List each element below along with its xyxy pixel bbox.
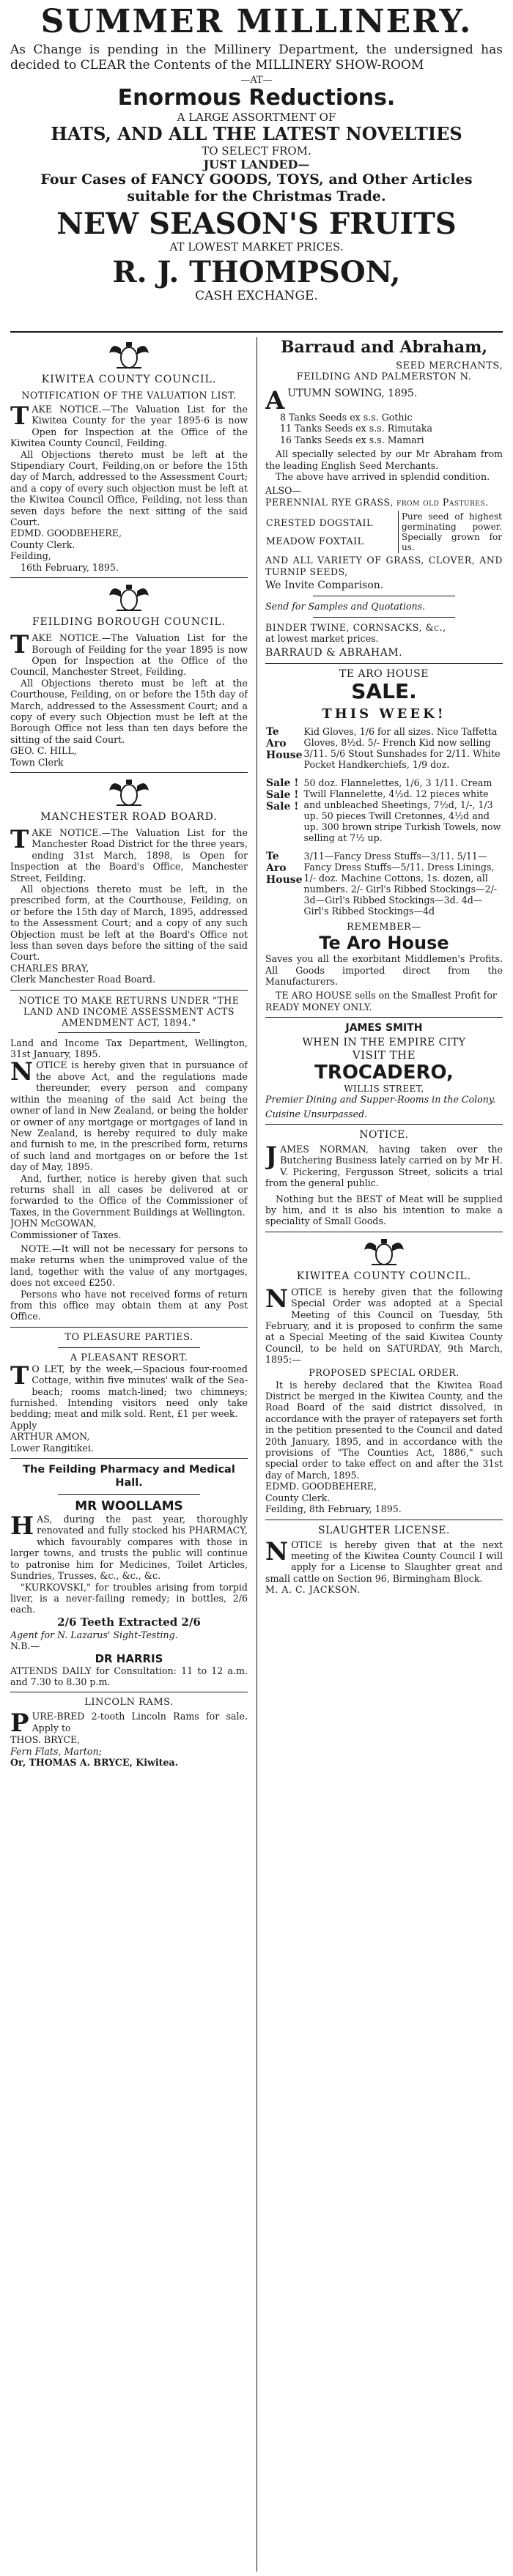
manchester-road-p2: All objections thereto must be left, in the prescribed form, at the Courthouse, Feilding, on or before the 15th day of March, 1895, addressed to the Assessment Court; and a copy of any such Objection must be left at the Board's Office not less than seven days before the sitting of the said Court. — [10, 884, 248, 963]
pharmacy-ad: The Feilding Pharmacy and Medical Hall. MR WOOLLAMS HAS, during the past year, thoroughly renovated and fully stocked his PHARMACY, which favourably compares with those in larger towns, and trusts the public will continue to patronise him for Medicines, Toilet Articles, Sundries, Trusses, &c., &c., &c. "KURKOVSKI," for troubles arising from torpid liver, is a never-failing remedy; in bottles, 2/6 each. 2/6 Teeth Extracted 2/6 Agent for N. Lazarus' Sight-Testing. N.B.— DR HARRIS ATTENDS DAILY for Consultation: 11 to 12 a.m. and 7.30 to 8.30 p.m. — [10, 1464, 248, 1687]
manchester-road-p1: AKE NOTICE.—The Valuation List for the Manchester Road District for the three years, ending 31st March, 1898, is Open for Inspection at the Board's Office, Manchester Street, Feilding. — [10, 826, 248, 884]
divider — [58, 1347, 200, 1348]
kiwitea-order-date: Feilding, 8th February, 1895. — [265, 1503, 402, 1515]
millinery-reductions: Enormous Reductions. — [117, 85, 396, 111]
barraud-name: Barraud and Abraham, — [280, 338, 488, 357]
divider — [10, 577, 248, 578]
slaughter-signer: M. A. C. JACKSON. — [265, 1584, 361, 1596]
land-tax-note1: NOTE.—It will not be necessary for persons to make returns when the unimproved value of the land, together with the value of any mortgages, does not exceed £250. — [10, 1243, 248, 1289]
divider — [265, 1017, 503, 1018]
millinery-ad — [10, 4, 503, 303]
divider — [10, 1327, 248, 1328]
smith-desc: Premier Dining and Supper-Rooms in the Colony. — [265, 1094, 496, 1106]
land-tax-p2: And, further, notice is hereby given that such returns shall in all cases be delivered at or forwarded to the Office of the Commissioner of Taxes, in the Government Buildings at Wellington. — [10, 1172, 248, 1218]
te-aro-ad — [265, 668, 503, 1013]
te-aro-side-3: Te Aro House — [266, 851, 303, 887]
barraud-sowing: UTUMN SOWING, 1895. — [287, 388, 418, 399]
barraud-also: ALSO— — [265, 485, 302, 497]
te-aro-ready: READY MONEY ONLY. — [265, 1001, 372, 1013]
barraud-sign: BARRAUD & ABRAHAM. — [265, 646, 403, 659]
land-tax-role: Commissioner of Taxes. — [10, 1229, 122, 1240]
te-aro-heading: TE ARO HOUSE — [339, 668, 429, 681]
millinery-select: TO SELECT FROM. — [202, 144, 311, 158]
kiwitea-order-role: County Clerk. — [265, 1492, 331, 1503]
divider — [265, 1124, 503, 1125]
slaughter-heading: SLAUGHTER LICENSE. — [317, 1524, 450, 1536]
pharmacy-doctor: DR HARRIS — [95, 1651, 163, 1665]
land-tax-note2: Persons who have not received forms of return from this office may obtain them at any Post Office. — [10, 1288, 248, 1322]
trocadero-ad — [265, 1022, 503, 1119]
land-tax-signer: JOHN McGOWAN, — [10, 1218, 97, 1229]
feilding-borough-signer: GEO. C. HILL, — [10, 745, 77, 757]
manchester-road-role: Clerk Manchester Road Board. — [10, 974, 155, 985]
crest-icon — [106, 340, 152, 371]
barraud-purity: Pure seed of highest germinating power. Specially grown for us. — [401, 511, 502, 553]
barraud-grass-table — [265, 511, 503, 553]
lincoln-rams-ad: LINCOLN RAMS. PURE-BRED 2-tooth Lincoln Rams for sale. Apply to THOS. BRYCE, Fern Flats, Marton; Or, THOMAS A. BRYCE, Kiwitea. — [10, 1697, 248, 1769]
te-aro-this-week: THIS WEEK! — [322, 706, 446, 722]
kiwitea-order-proposed: PROPOSED SPECIAL ORDER. — [309, 1366, 460, 1378]
lincoln-heading: LINCOLN RAMS. — [84, 1697, 174, 1709]
te-aro-items-3: 3/11—Fancy Dress Stuffs—3/11. 5/11—Fancy Dress Stuffs—5/11. Dress Linings, 1/- doz. Machine Cottons, 1s. dozen, all numbers. 2/- Girl's Ribbed Stockings—2/- 3d—Girl's Ribbed Stockings—3d. 4d—Girl's Ribbed Stockings—4d — [303, 851, 498, 917]
millinery-cases: Four Cases of FANCY GOODS, TOYS, and Other Articles suitable for the Christmas Trade. — [40, 171, 473, 204]
right-column — [265, 337, 503, 2572]
millinery-at: —AT— — [240, 75, 273, 86]
millinery-prices: AT LOWEST MARKET PRICES. — [169, 240, 344, 253]
kiwitea-order-notice: KIWITEA COUNTY COUNCIL. NOTICE is hereby given that the following Special Order was adopted at a Special Meeting of this Council on Tuesday, 5th February, and it is proposed to confirm the same at a Special Meeting of the said Kiwitea County Council, to be held on SATURDAY, 9th March, 1895:— PROPOSED SPECIAL ORDER. It is hereby declared that the Kiwitea Road District be merged in the Kiwitea County, and the Road Board of the said district dissolved, in accordance with the prayer of ratepayers set forth in the petition presented to the Council and dated 20th January, 1895, and in accordance with the provisions of "The Counties Act, 1886," such special order to take effect on and after the 31st day of March, 1895. EDMD. GOODBEHERE, County Clerk. Feilding, 8th February, 1895. — [265, 1237, 503, 1515]
pleasure-body: O LET, by the week,—Spacious four-roomed Cottage, within five minutes' walk of the Sea-beach; rooms match-lined; two chimneys; furnished. Intending visitors need only take bedding; meat and milk sold. Rent, £1 per week. — [10, 1363, 248, 1420]
pleasure-apply: Apply — [10, 1419, 37, 1431]
slaughter-license-notice: SLAUGHTER LICENSE. NOTICE is hereby given that at the next meeting of the Kiwitea County Council I will apply for a License to Slaughter great and small cattle on Section 96, Birmingham Block. M. A. C. JACKSON. — [265, 1524, 503, 1596]
divider — [58, 1494, 200, 1495]
kiwitea-valuation-heading: NOTIFICATION OF THE VALUATION LIST. — [21, 390, 237, 401]
crest-icon — [106, 777, 152, 808]
smith-street: WILLIS STREET, — [344, 1084, 424, 1095]
land-tax-heading: NOTICE TO MAKE RETURNS UNDER "THE LAND AND INCOME ASSESSMENT ACTS AMENDMENT ACT, 1894." — [18, 994, 240, 1028]
te-aro-side-2: Sale ! Sale ! Sale ! — [266, 777, 299, 813]
pharmacy-nb: N.B.— — [10, 1640, 40, 1652]
lincoln-alt: Or, THOMAS A. BRYCE, Kiwitea. — [10, 1757, 179, 1769]
barraud-abraham-ad: Barraud and Abraham, SEED MERCHANTS, FEILDING AND PALMERSTON N. AUTUMN SOWING, 1895. 8 Tanks Seeds ex s.s. Gothic 11 Tanks Seeds ex s.s. Rimutaka 16 Tanks Seeds ex s.s. Mamari All specially selected by our Mr Abraham from the leading English Seed Merchants. The above have arrived in splendid condition. ALSO— PERENNIAL RYE GRASS, from old Pastures. CRESTED DOGSTAIL MEADOW FOXTAIL Pure seed of highest germinating power. Specially grown for us. AND ALL VARIETY OF GRASS, CLOVER, AND TURNIP SEEDS, We Invite Comparison. Send for Samples and Quotations. BINDER TWINE, CORNSACKS, &c., at lowest market prices. BARRAUD & ABRAHAM. — [265, 338, 503, 659]
slaughter-body: OTICE is hereby given that at the next meeting of the Kiwitea County Council I will apply for a License to Slaughter great and small cattle on Section 96, Birmingham Block. — [265, 1539, 503, 1584]
kiwitea-valuation-council: KIWITEA COUNTY COUNCIL. — [41, 374, 217, 385]
barraud-tank-0: 8 Tanks Seeds ex s.s. Gothic — [280, 412, 413, 423]
kiwitea-valuation-signer: EDMD. GOODBEHERE, — [10, 528, 122, 539]
kiwitea-valuation-notice: KIWITEA COUNTY COUNCIL. NOTIFICATION OF THE VALUATION LIST. TAKE NOTICE.—The Valuation List for the Kiwitea County for the year 1895-6 is now Open for Inspection at the Office of the Kiwitea County Council, Feilding. All Objections thereto must be left at the Stipendiary Court, Feilding,on or before the 15th day of March, addressed to the Assessment Court; and a copy of every such objection must be left at the Kiwitea Council Office, Feilding, not less than seven days before the next sitting of the said Court. EDMD. GOODBEHERE, County Clerk. Feilding, 16th February, 1895. — [10, 340, 248, 573]
te-aro-saves: Saves you all the exorbitant Middlemen's Profits. All Goods imported direct from the Manufacturers. — [265, 953, 503, 987]
te-aro-sells: TE ARO HOUSE sells on the Smallest Profit for — [276, 990, 497, 1002]
pharmacy-agent: Agent for N. Lazarus' Sight-Testing. — [10, 1629, 178, 1640]
kiwitea-valuation-p1: AKE NOTICE.—The Valuation List for the Kiwitea County for the year 1895-6 is now Open for Inspection at the Office of the Kiwitea County Council, Feilding. — [10, 404, 248, 449]
divider — [10, 772, 248, 773]
manchester-road-signer: CHARLES BRAY, — [10, 962, 89, 974]
te-aro-items-2: 50 doz. Flannelettes, 1/6, 3 1/11. Cream Twill Flannelette, 4½d. 12 pieces white and unbleached Sheetings, 7½d, 1/-, 1/3 up. 50 pieces Twill Cretonnes, 4½d and up. 300 brown stripe Turkish Towels, now selling at 7½ up. — [303, 777, 501, 844]
pleasure-resort: A PLEASANT RESORT. — [70, 1352, 188, 1363]
barraud-twine: BINDER TWINE, CORNSACKS, &c., — [265, 621, 446, 633]
millinery-exchange: CASH EXCHANGE. — [195, 289, 318, 303]
barraud-meadow: MEADOW FOXTAIL — [266, 536, 364, 547]
barraud-tank-2: 16 Tanks Seeds ex s.s. Mamari — [280, 434, 424, 445]
norman-notice: NOTICE. JAMES NORMAN, having taken over the Butchering Business lately carried on by Mr H. V. Pickering, Fergusson Street, solicits a trial from the general public. Nothing but the BEST of Meat will be supplied by him, and it is also his intention to make a speciality of Small Goods. — [265, 1128, 503, 1227]
kiwitea-order-p1: OTICE is hereby given that the following Special Order was adopted at a Special Meeting of this Council on Tuesday, 5th February, and it is proposed to confirm the same at a Special Meeting of the said Kiwitea County Council, to be held on SATURDAY, 9th March, 1895:— — [265, 1286, 503, 1366]
norman-p2: Nothing but the BEST of Meat will be supplied by him, and it is also his intention to make a speciality of Small Goods. — [265, 1193, 503, 1227]
manchester-road-notice: MANCHESTER ROAD BOARD. TAKE NOTICE.—The Valuation List for the Manchester Road District for the three years, ending 31st March, 1898, is Open for Inspection at the Board's Office, Manchester Street, Feilding. All objections thereto must be left, in the prescribed form, at the Courthouse, Feilding, on or before the 15th day of March, 1895, addressed to the Assessment Court; and a copy of any such Objection must be left at the Board's Office not less than seven days before the sitting of the said Court. CHARLES BRAY, Clerk Manchester Road Board. — [10, 777, 248, 985]
kiwitea-valuation-role: County Clerk. — [10, 538, 75, 550]
smith-cuisine: Cuisine Unsurpassed. — [265, 1108, 368, 1119]
te-aro-side-1: Te Aro House — [266, 726, 303, 762]
barraud-place: FEILDING AND PALMERSTON N. — [296, 371, 472, 382]
barraud-condition: The above have arrived in splendid condition. — [276, 471, 490, 483]
barraud-varieties: AND ALL VARIETY OF GRASS, CLOVER, AND TURNIP SEEDS, — [265, 555, 503, 577]
divider — [313, 617, 455, 618]
land-tax-office: Land and Income Tax Department, Wellington, 31st January, 1895. — [10, 1037, 248, 1060]
barraud-send: Send for Samples and Quotations. — [265, 601, 426, 612]
crest-icon — [106, 582, 152, 613]
millinery-assortment: A LARGE ASSORTMENT OF — [177, 111, 336, 124]
pharmacy-heading: The Feilding Pharmacy and Medical Hall. — [23, 1464, 235, 1489]
pleasure-name: ARTHUR AMON, — [10, 1431, 90, 1443]
kiwitea-valuation-p2: All Objections thereto must be left at the Stipendiary Court, Feilding,on or before the 15th day of March, addressed to the Assessment Court; and a copy of every such objection must be left at the Kiwitea Council Office, Feilding, not less than seven days before the next sitting of the said Court. — [10, 448, 248, 528]
millinery-title: SUMMER MILLINERY. — [40, 3, 473, 40]
divider — [10, 1458, 248, 1459]
divider — [58, 1032, 200, 1033]
norman-p1: AMES NORMAN, having taken over the Butchering Business lately carried on by Mr H. V. Pickering, Fergusson Street, solicits a trial from the general public. — [265, 1143, 503, 1189]
pharmacy-body: AS, during the past year, thoroughly renovated and fully stocked his PHARMACY, which favourably compares with those in larger towns, and trusts the public will continue to patronise him for Medicines, Toilet Articles, Sundries, Trusses, &c., &c., &c. — [10, 1514, 248, 1582]
feilding-borough-notice: FEILDING BOROUGH COUNCIL. TAKE NOTICE.—The Valuation List for the Borough of Feilding for the year 1895 is now Open for Inspection at the Office of the Council, Manchester Street, Feilding. All Objections thereto must be left at the Courthouse, Feilding, on or before the 15th day of March, addressed to the Assessment Court; and a copy of every such Objection must be left at the Borough Office not less than ten days before the sitting of the said Court. GEO. C. HILL, Town Clerk — [10, 582, 248, 768]
land-tax-p1: OTICE is hereby given that in pursuance of the above Act, and the regulations made thereunder, every person and company within the meaning of the said Act being the owner of land in New Zealand, or being the holder or owner of any mortgage or mortgages of land in New Zealand, is hereby required to duly make and furnish to me, in the prescribed form, returns of such land and mortgages on or before the 1st day of May, 1895. — [10, 1059, 248, 1173]
left-column — [10, 337, 248, 2572]
kiwitea-order-council: KIWITEA COUNTY COUNCIL. — [296, 1270, 472, 1282]
millinery-intro: As Change is pending in the Millinery Department, the undersigned has decided to CLEAR the Contents of the MILLINERY SHOW-ROOM — [10, 42, 503, 73]
te-aro-table — [265, 725, 503, 917]
barraud-rye: PERENNIAL RYE GRASS, from old Pastures. — [265, 496, 489, 508]
lincoln-body: URE-BRED 2-tooth Lincoln Rams for sale. Apply to — [32, 1711, 248, 1733]
pharmacy-consult: ATTENDS DAILY for Consultation: 11 to 12 a.m. and 7.30 to 8.30 p.m. — [10, 1665, 248, 1687]
millinery-name: R. J. THOMPSON, — [112, 255, 401, 289]
millinery-fruits: NEW SEASON'S FRUITS — [56, 207, 457, 241]
te-aro-house: Te Aro House — [319, 933, 449, 954]
barraud-trade: SEED MERCHANTS, — [396, 360, 503, 371]
smith-venue: TROCADERO, — [314, 1062, 454, 1084]
divider — [10, 990, 248, 991]
pleasure-place: Lower Rangitikei. — [10, 1442, 94, 1454]
barraud-tank-1: 11 Tanks Seeds ex s.s. Rimutaka — [280, 423, 432, 434]
kiwitea-order-signer: EDMD. GOODBEHERE, — [265, 1481, 377, 1492]
pleasure-heading: TO PLEASURE PARTIES. — [64, 1331, 193, 1343]
pharmacy-kurkovski: "KURKOVSKI," for troubles arising from torpid liver, is a never-failing remedy; in bottles, 2/6 each. — [10, 1581, 248, 1615]
norman-heading: NOTICE. — [359, 1128, 409, 1141]
te-aro-sale: SALE. — [351, 679, 417, 704]
kiwitea-valuation-place: Feilding, — [10, 550, 51, 562]
kiwitea-order-p2: It is hereby declared that the Kiwitea Road District be merged in the Kiwitea County, and the Road Board of the said district dissolved, in accordance with the prayer of ratepayers set forth in the petition presented to the Council and dated 20th January, 1895, and in accordance with the provisions of "The Counties Act, 1886," such special order to take effect on and after the 31st day of March, 1895. — [265, 1379, 503, 1481]
te-aro-items-1: Kid Gloves, 1/6 for all sizes. Nice Taffetta Gloves, 8½d. 5/- French Kid now selling 3/11. 5/6 Stout Sunshades for 2/11. White Pocket Handkerchiefs, 1/9 doz. — [303, 726, 501, 771]
barraud-lowest: at lowest market prices. — [265, 633, 379, 645]
lincoln-name: THOS. BRYCE, — [10, 1734, 81, 1746]
smith-when: WHEN IN THE EMPIRE CITY — [302, 1037, 466, 1049]
barraud-selected: All specially selected by our Mr Abraham from the leading English Seed Merchants. — [265, 448, 503, 471]
feilding-borough-p1: AKE NOTICE.—The Valuation List for the Borough of Feilding for the year 1895 is now Open for Inspection at the Office of the Council, Manchester Street, Feilding. — [10, 632, 248, 678]
pharmacy-name: MR WOOLLAMS — [75, 1499, 183, 1514]
te-aro-remember: REMEMBER— — [347, 922, 421, 933]
feilding-borough-p2: All Objections thereto must be left at the Courthouse, Feilding, on or before the 15th day of March, addressed to the Assessment Court; and a copy of every such Objection must be left at the Borough Office not less than ten days before the sitting of the said Court. — [10, 677, 248, 745]
pleasure-parties-ad: TO PLEASURE PARTIES. A PLEASANT RESORT. T O LET, by the week,—Spacious four-roomed Cottage, within five minutes' walk of the Sea-beach; rooms match-lined; two chimneys; furnished. Intending visitors need only take bedding; meat and milk sold. Rent, £1 per week. Apply ARTHUR AMON, Lower Rangitikei. — [10, 1331, 248, 1454]
manchester-road-board: MANCHESTER ROAD BOARD. — [40, 810, 218, 823]
smith-visit: VISIT THE — [352, 1048, 416, 1062]
millinery-hats: HATS, AND ALL THE LATEST NOVELTIES — [51, 123, 462, 144]
divider — [265, 663, 503, 664]
top-rule — [10, 331, 503, 333]
column-rule — [256, 337, 257, 2572]
kiwitea-valuation-date: 16th February, 1895. — [21, 561, 119, 573]
crest-icon — [361, 1237, 407, 1267]
land-tax-notice: NOTICE TO MAKE RETURNS UNDER "THE LAND AND INCOME ASSESSMENT ACTS AMENDMENT ACT, 1894." Land and Income Tax Department, Wellington, 31st January, 1895. NOTICE is hereby given that in pursuance of the above Act, and the regulations made thereunder, every person and company within the meaning of the said Act being the owner of land in New Zealand, or being the holder or owner of any mortgage or mortgages of land in New Zealand, is hereby required to duly make and furnish to me, in the prescribed form, returns of such land and mortgages on or before the 1st day of May, 1895. And, further, notice is hereby given that such returns shall in all cases be delivered at or forwarded to the Office of the Commissioner of Taxes, in the Government Buildings at Wellington. JOHN McGOWAN, Commissioner of Taxes. NOTE.—It will not be necessary for persons to make returns when the unimproved value of the land, together with the value of any mortgages, does not exceed £250. Persons who have not received forms of return from this office may obtain them at any Post Office. — [10, 994, 248, 1322]
feilding-borough-role: Town Clerk — [10, 756, 64, 768]
barraud-crested: CRESTED DOGSTAIL — [266, 517, 373, 528]
feilding-borough-council: FEILDING BOROUGH COUNCIL. — [32, 616, 226, 629]
pharmacy-teeth: 2/6 Teeth Extracted 2/6 — [57, 1615, 201, 1629]
smith-name: JAMES SMITH — [345, 1022, 423, 1035]
lincoln-place: Fern Flats, Marton; — [10, 1745, 102, 1757]
columns — [10, 337, 503, 2572]
millinery-landed: JUST LANDED— — [203, 158, 310, 171]
barraud-invite: We Invite Comparison. — [265, 580, 384, 592]
